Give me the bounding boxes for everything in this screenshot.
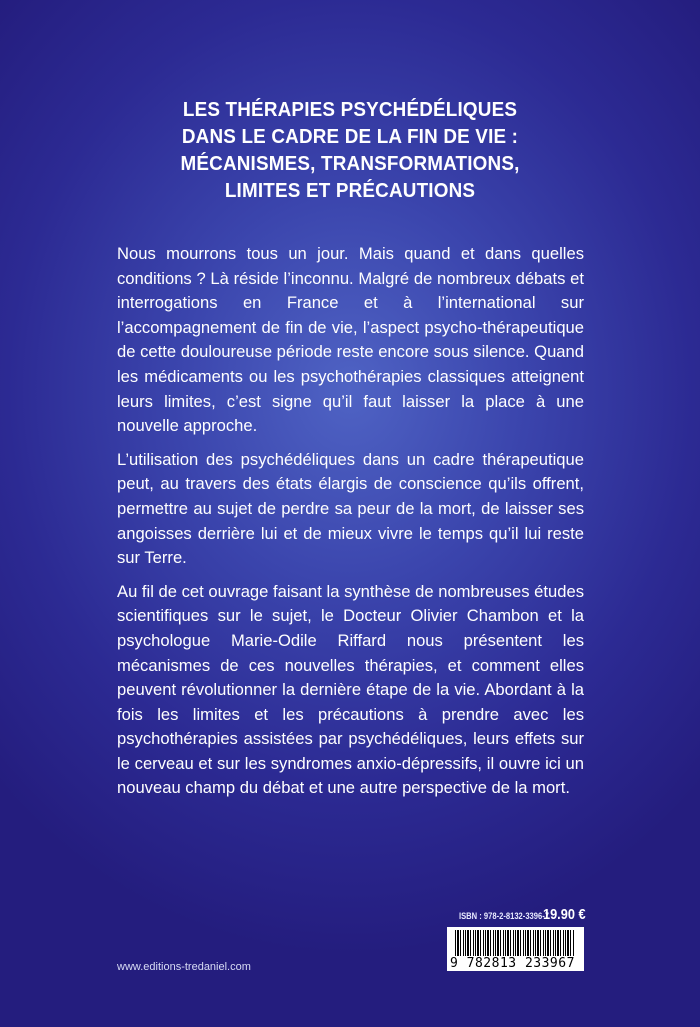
barcode <box>447 927 584 971</box>
title-line: DANS LE CADRE DE LA FIN DE VIE : <box>181 125 519 148</box>
barcode-bars <box>455 930 575 956</box>
title-line: LIMITES ET PRÉCAUTIONS <box>224 179 476 202</box>
blurb-paragraph: Nous mourrons tous un jour. Mais quand et dans quelles conditions ? Là réside l’inconnu. Malgré de nombreux débats et interrogations en France et à l’international sur l’accompagnement de fin de vie, l’aspect psycho-thérapeutique de cette douloureuse période reste encore sous silence. Quand les médicaments ou les psychothérapies classiques atteignent leurs limites, c’est signe qu’il faut laisser la place à une nouvelle approche. <box>117 244 584 436</box>
blurb <box>117 242 584 810</box>
title-line: LES THÉRAPIES PSYCHÉDÉLIQUES <box>182 98 518 121</box>
barcode-digits: 9 782813 233967 <box>450 956 575 971</box>
blurb-paragraph: Au fil de cet ouvrage faisant la synthèse de nombreuses études scientifiques sur le sujet, le Docteur Olivier Chambon et la psychologue Marie-Odile Riffard nous présentent les mécanismes de ces nouvelles thérapies, et comment elles peuvent révolutionner la dernière étape de la vie. Abordant à la fois les limites et les précautions à prendre avec les psychothérapies assistées par psychédéliques, leurs effets sur le cerveau et sur les syndromes anxio-dépressifs, il ouvre ici un nouveau champ du débat et une autre perspective de la mort. <box>117 581 584 798</box>
isbn-label: ISBN : 978-2-8132-3396-7 <box>459 911 549 922</box>
publisher-website: www.editions-tredaniel.com <box>117 961 251 973</box>
title-line: MÉCANISMES, TRANSFORMATIONS, <box>180 152 520 175</box>
blurb-paragraph: L’utilisation des psychédéliques dans un cadre thérapeutique peut, au travers des états élargis de conscience qu’ils offrent, permettre au sujet de perdre sa peur de la mort, de laisser ses angoisses derrière lui et de mieux vivre le temps qu’il lui reste sur Terre. <box>117 449 584 568</box>
book-title <box>80 96 620 204</box>
price-label: 19.90 € <box>543 906 586 923</box>
